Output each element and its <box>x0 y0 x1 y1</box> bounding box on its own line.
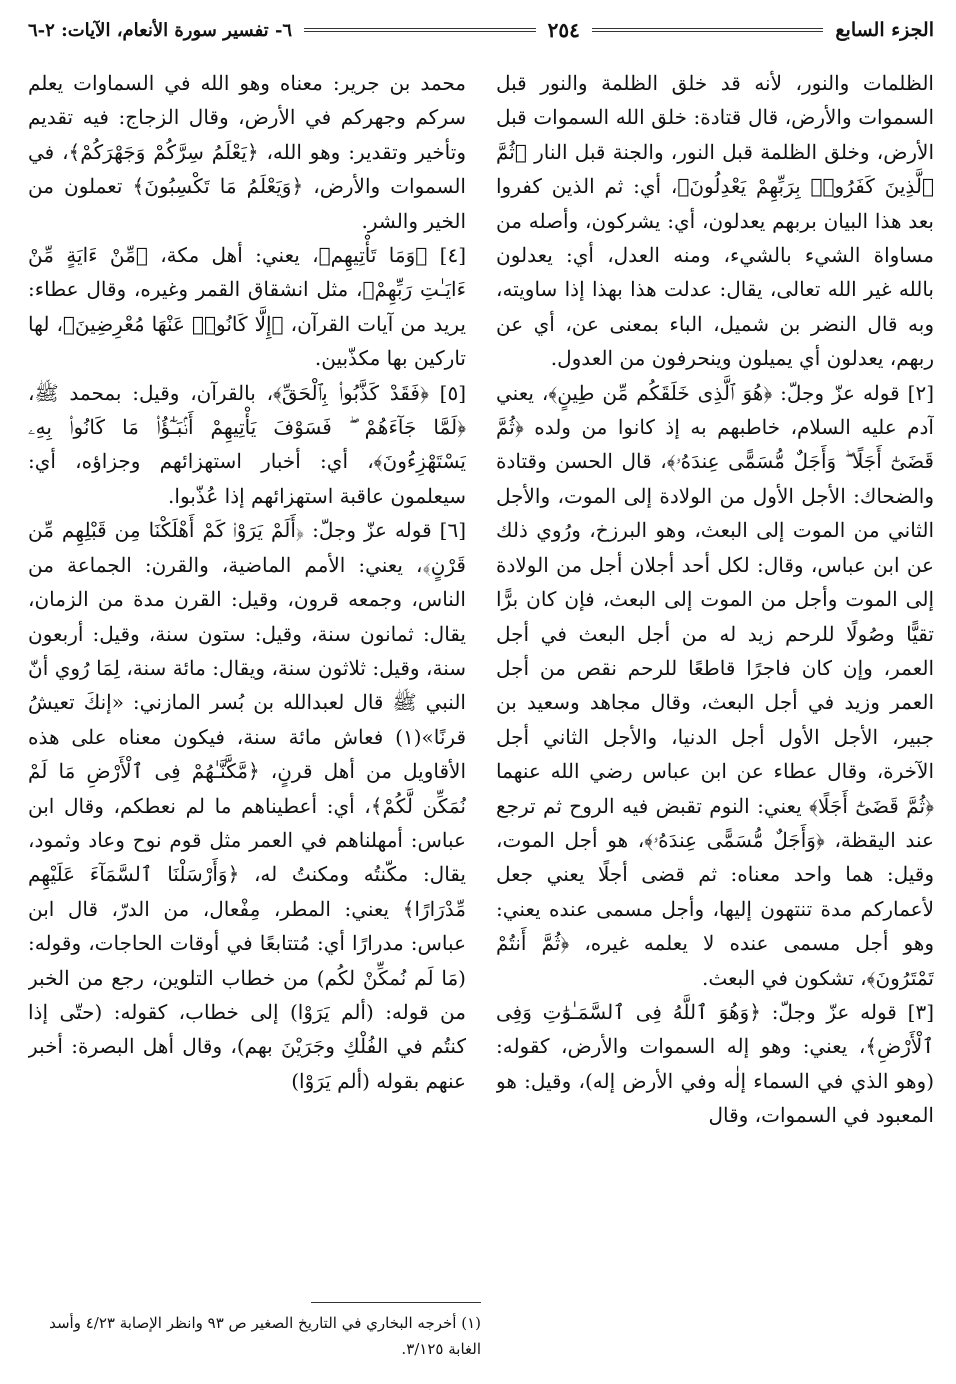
surah-info: ٦- تفسير سورة الأنعام، الآيات: ٢-٦ <box>28 19 293 41</box>
paragraph: محمد بن جرير: معناه وهو الله في السماوات يعلم سركم وجهركم في الأرض، وقال الزجاج: فيه تقديم وتأخير وتقدير: وهو الله، ﴿يَعْلَمُ سِرَّكُمْ وَجَهْرَكُمْ﴾، في السموات والأرض، ﴿وَيَعْلَمُ مَا تَكْسِبُونَ﴾ تعملون من الخير والشر. <box>28 71 466 233</box>
part-label: الجزء السابع <box>835 19 934 41</box>
column-right <box>496 66 934 1296</box>
paragraph: الظلمات والنور، لأنه قد خلق الظلمة والنور قبل السموات والأرض، قال قتادة: خلق الله السموات قبل الأرض، وخلق الظلمة قبل النور، والجنة قبل النار ﴿ثُمَّ ٱلَّذِينَ كَفَرُوا۟ بِرَبِّهِمْ يَعْدِلُونَ﴾، أي: ثم الذين كفروا بعد هذا البيان بربهم يعدلون، أي: يشركون، وأصله من مساواة الشيء بالشيء، ومنه العدل، أي: يعدلون بالله غير الله تعالى، يقال: عدلت هذا بهذا إذا ساويته، وبه قال النضر بن شميل، الباء بمعنى عن، أي عن ربهم، يعدلون أي يميلون وينحرفون من العدول. <box>496 71 934 371</box>
page-number: ٢٥٤ <box>547 18 580 42</box>
paragraph: [٦] قوله عزّ وجلّ: ﴿أَلَمْ يَرَوْا۟ كَمْ أَهْلَكْنَا مِن قَبْلِهِم مِّن قَرْنٍ﴾، يعني: الأمم الماضية، والقرن: الجماعة من الناس، وجمعه قرون، وقيل: القرن مدة من الزمان، يقال: ثمانون سنة، وقيل: ستون سنة، وقيل: أربعون سنة، وقيل: ثلاثون سنة، ويقال: مائة سنة، لِمَا رُوي أنّ النبي ﷺ قال لعبدالله بن بُسر المازني: «إنكَ تعيشُ قرنًا»(١) فعاش مائة سنة، فيكون معناه على هذه الأقاويل من أهل قرنٍ، ﴿مَّكَّنَّـٰهُمْ فِى ٱلْأَرْضِ مَا لَمْ نُمَكِّن لَّكُمْ﴾، أي: أعطيناهم ما لم نعطكم، وقال ابن عباس: أمهلناهم في العمر مثل قوم نوح وعاد وثمود، يقال: مكّنتُه ومكنتُ له، ﴿وَأَرْسَلْنَا ٱلسَّمَآءَ عَلَيْهِم مِّدْرَارًا﴾ يعني: المطر، مِفْعال، من الدرّ، قال ابن عباس: مدرارًا أي: مُتتابعًا في أوقات الحاجات، وقوله: (مَا لَم نُمكِّنْ لكُم) من خطاب التلوين، رجع من الخبر من قوله: (ألم يَرَوْا) إلى خطاب، كقوله: (حتّى إذا كنتُم في الفُلْكِ وجَرَيْنَ بهم)، وقال أهل البصرة: أخبر عنهم بقوله (ألم يَرَوْا) <box>28 518 466 1093</box>
header-rule <box>592 28 824 32</box>
footnotes <box>28 1310 481 1362</box>
footnote-separator <box>311 1302 481 1303</box>
paragraph: [٣] قوله عزّ وجلّ: ﴿وَهُوَ ٱللَّهُ فِى ٱلسَّمَـٰوَٰتِ وَفِى ٱلْأَرْضِ﴾، يعني: وهو إله السموات والأرض، كقوله: (وهو الذي في السماء إلٰه وفي الأرض إله)، وقيل: هو المعبود في السموات، وقال <box>496 999 934 1128</box>
paragraph: [٤] ﴿وَمَا تَأْتِيهِم﴾، يعني: أهل مكة، ﴿مِّنْ ءَايَةٍ مِّنْ ءَايَـٰتِ رَبِّهِمْ﴾، مثل انشقاق القمر وغيره، وقال عطاء: يريد من آيات القرآن، ﴿إِلَّا كَانُوا۟ عَنْهَا مُعْرِضِينَ﴾، لها تاركين بها مكذّبين. <box>28 243 466 371</box>
header-rule <box>304 28 536 32</box>
footnote: (١) أخرجه البخاري في التاريخ الصغير ص ٩٣ وانظر الإصابة ٤/٢٣ وأسد الغابة ٣/١٢٥. <box>49 1314 481 1358</box>
paragraph: [٥] ﴿فَقَدْ كَذَّبُوا۟ بِٱلْحَقِّ﴾، بالقرآن، وقيل: بمحمد ﷺ، ﴿لَمَّا جَآءَهُمْ ۖ فَسَوْفَ يَأْتِيهِمْ أَنۢبَـٰٓؤُا۟ مَا كَانُوا۟ بِهِۦ يَسْتَهْزِءُونَ﴾، أي: أخبار استهزائهم وجزاؤه، أي: سيعلمون عاقبة استهزائهم إذا عُذّبوا. <box>28 380 466 508</box>
page-header <box>28 10 934 50</box>
text-columns <box>28 66 934 1296</box>
paragraph: [٢] قوله عزّ وجلّ: ﴿هُوَ ٱلَّذِى خَلَقَكُم مِّن طِينٍ﴾، يعني آدم عليه السلام، خاطبهم به إذ كانوا من ولده ﴿ثُمَّ قَضَىٰٓ أَجَلًا ۖ وَأَجَلٌ مُّسَمًّى عِندَهُۥ﴾، قال الحسن وقتادة والضحاك: الأجل الأول من الولادة إلى الموت، والأجل الثاني من الموت إلى البعث، وهو البرزخ، ورُوي ذلك عن ابن عباس، وقال: لكل أحد أجلان أجل من الولادة إلى الموت وأجل من الموت إلى البعث، فإن كان برًّا تقيًّا وصُولًا للرحم زيد له من أجل البعث في أجل العمر، وإن كان فاجرًا قاطعًا للرحم نقص من أجل العمر وزيد في أجل البعث، وقال مجاهد وسعيد بن جبير، الأجل الأول أجل الدنيا، والأجل الثاني أجل الآخرة، وقال عطاء عن ابن عباس رضي الله عنهما ﴿ثُمَّ قَضَىٰٓ أَجَلًا﴾ يعني: النوم تقبض فيه الروح ثم ترجع عند اليقظة، ﴿وَأَجَلٌ مُّسَمًّى عِندَهُۥ﴾، هو أجل الموت، وقيل: هما واحد معناه: ثم قضى أجلًا يعني جعل لأعماركم مدة تنتهون إليها، وأجل مسمى عنده يعني: وهو أجل مسمى عنده لا يعلمه غيره، ﴿ثُمَّ أَنتُمْ تَمْتَرُونَ﴾، تشكون في البعث. <box>496 380 934 990</box>
column-left <box>28 66 466 1296</box>
header-center <box>304 18 823 42</box>
